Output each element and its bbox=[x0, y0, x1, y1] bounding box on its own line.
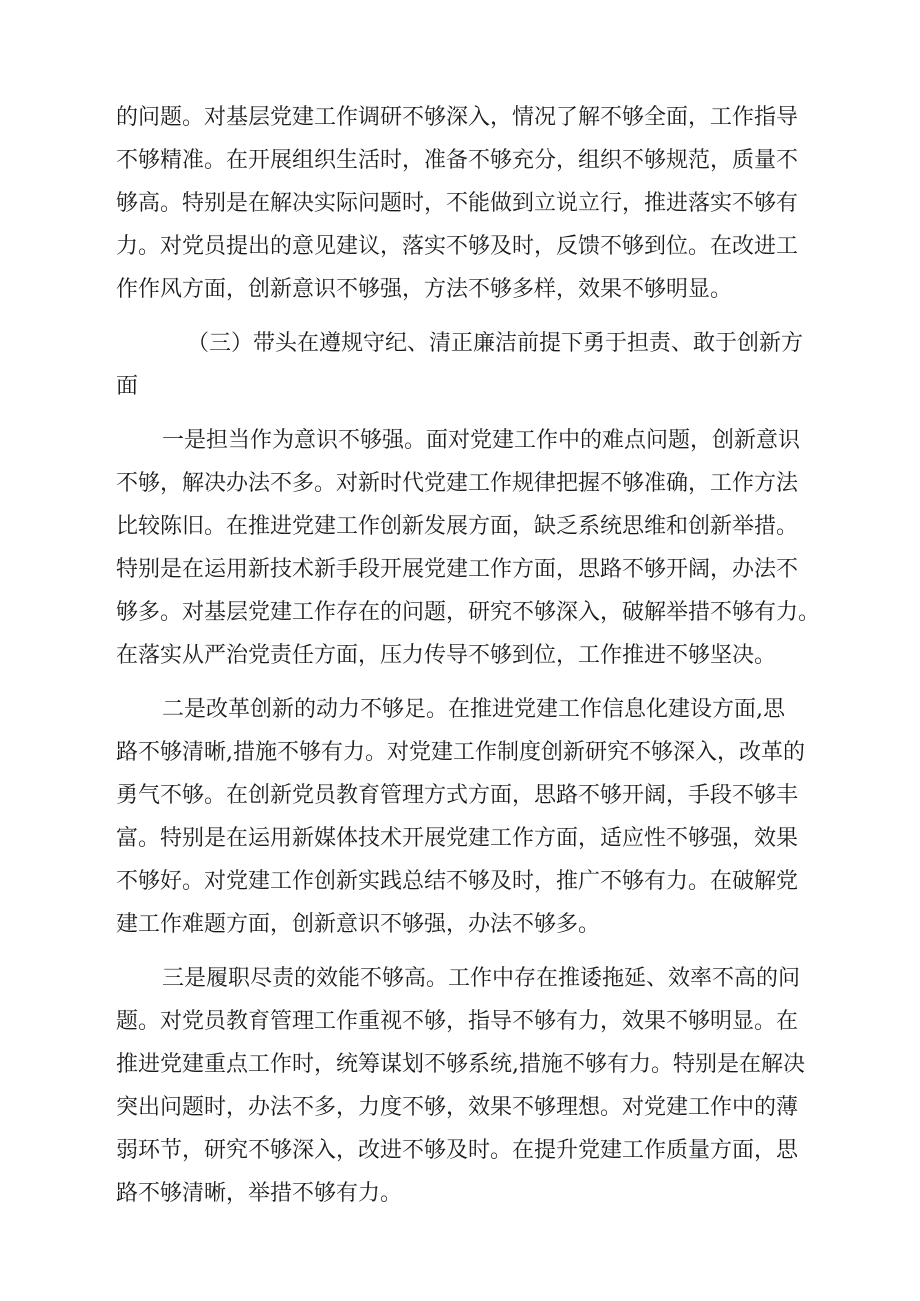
text-line: 题。对党员教育管理工作重视不够，指导不够有力，效果不够明显。在 bbox=[116, 1009, 799, 1034]
text-line: 弱环节，研究不够深入，改进不够及时。在提升党建工作质量方面，思 bbox=[116, 1138, 799, 1163]
heading-line: （三）带头在遵规守纪、清正廉洁前提下勇于担责、敢于创新方 bbox=[187, 331, 804, 356]
text-line: 够高。特别是在解决实际问题时，不能做到立说立行，推进落实不够有 bbox=[116, 191, 799, 216]
paragraph-1 bbox=[116, 419, 832, 677]
text-line: 不够，解决办法不多。对新时代党建工作规律把握不够准确，工作方法 bbox=[116, 471, 799, 496]
paragraph-3 bbox=[116, 957, 832, 1215]
section-heading bbox=[116, 322, 832, 408]
text-line: 够多。对基层党建工作存在的问题，研究不够深入，破解举措不够有力。 bbox=[116, 600, 821, 625]
text-line: 路不够清晰,措施不够有力。对党建工作制度创新研究不够深入，改革的 bbox=[116, 740, 805, 765]
text-line: 一是担当作为意识不够强。面对党建工作中的难点问题，创新意识 bbox=[162, 428, 801, 453]
paragraph-continued bbox=[116, 96, 832, 311]
text-line: 不够好。对党建工作创新实践总结不够及时，推广不够有力。在破解党 bbox=[116, 869, 799, 894]
text-line: 作作风方面，创新意识不够强，方法不够多样，效果不够明显。 bbox=[116, 277, 733, 302]
text-line: 的问题。对基层党建工作调研不够深入，情况了解不够全面，工作指导 bbox=[116, 105, 799, 130]
text-line: 富。特别是在运用新媒体技术开展党建工作方面，适应性不够强，效果 bbox=[116, 826, 799, 851]
text-line: 力。对党员提出的意见建议，落实不够及时，反馈不够到位。在改进工 bbox=[116, 234, 799, 259]
text-line: 路不够清晰，举措不够有力。 bbox=[116, 1181, 403, 1206]
heading-line: 面 bbox=[116, 374, 139, 399]
text-line: 比较陈旧。在推进党建工作创新发展方面，缺乏系统思维和创新举措。 bbox=[116, 514, 799, 539]
text-line: 特别是在运用新技术新手段开展党建工作方面，思路不够开阔，办法不 bbox=[116, 557, 799, 582]
paragraph-2 bbox=[116, 688, 832, 946]
text-line: 不够精准。在开展组织生活时，准备不够充分，组织不够规范，质量不 bbox=[116, 148, 799, 173]
text-line: 建工作难题方面，创新意识不够强，办法不够多。 bbox=[116, 912, 601, 937]
text-line: 二是改革创新的动力不够足。在推进党建工作信息化建设方面,思 bbox=[162, 697, 785, 722]
text-line: 突出问题时，办法不多，力度不够，效果不够理想。对党建工作中的薄 bbox=[116, 1095, 799, 1120]
text-line: 三是履职尽责的效能不够高。工作中存在推诿拖延、效率不高的问 bbox=[162, 966, 801, 991]
text-line: 推进党建重点工作时，统筹谋划不够系统,措施不够有力。特别是在解决 bbox=[116, 1052, 805, 1077]
document-page bbox=[116, 96, 832, 1215]
text-line: 勇气不够。在创新党员教育管理方式方面，思路不够开阔，手段不够丰 bbox=[116, 783, 799, 808]
text-line: 在落实从严治党责任方面，压力传导不够到位，工作推进不够坚决。 bbox=[116, 643, 777, 668]
